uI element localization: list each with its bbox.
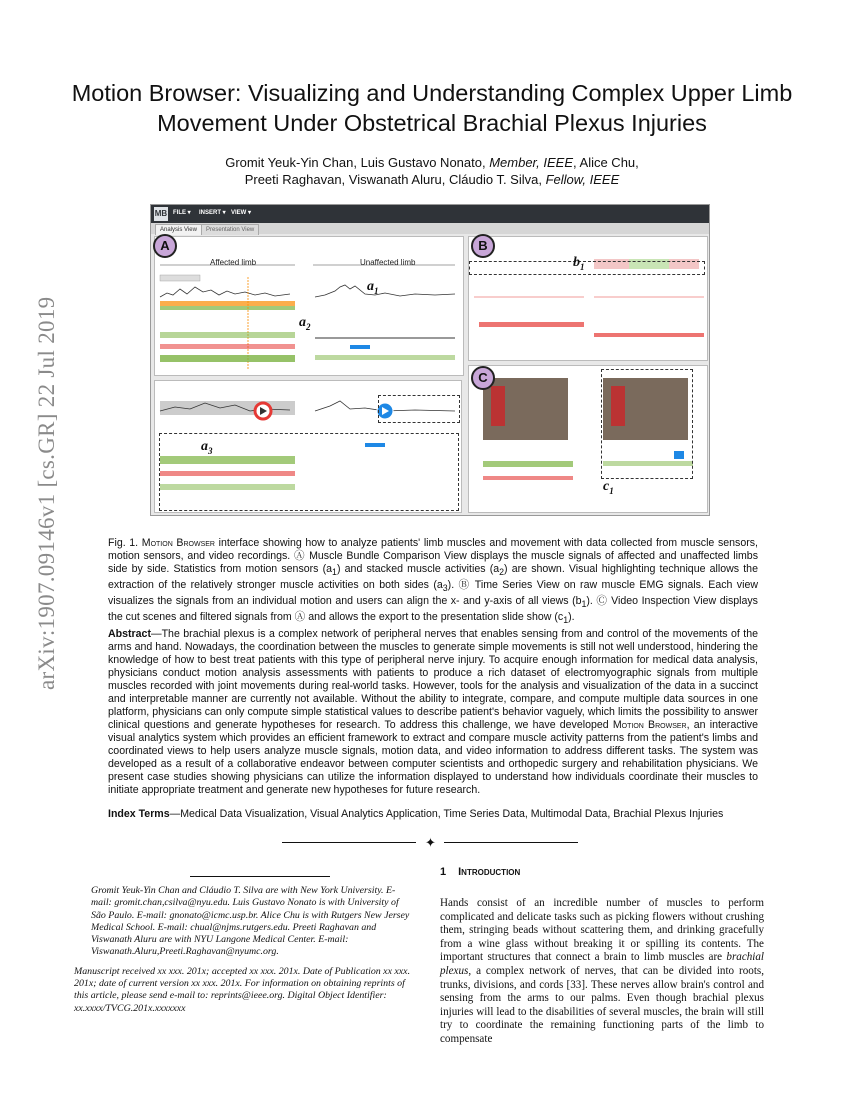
- figure-caption: [108, 537, 758, 627]
- menu-insert[interactable]: INSERT ▾: [199, 210, 226, 216]
- highlight-box-c1: [601, 369, 693, 479]
- abstract-text-1: —The brachial plexus is a complex network of peripheral nerves that enables sensing from and control of the movements of the arms and hand. Nowadays, the coordination between the muscles to generate simple movements is still not well understood, hindering the knowledge of how to best treat patients with this type of peripheral nerve injury. To acquire enough information for medical data analysis, physicians conduct motion analysis assessments with patients to produce a rich dataset of electromyographic signals from multiple muscles recorded with joint movements during real-world tasks. However, tools for the analysis and visualization of the data in a succinct and interpretable manner are currently not available. Without the ability to integrate, compare, and compute multiple data sources in one platform, physicians can only compute simple statistical values to describe patient's behavior vaguely, which limits the possibility to answer clinical questions and generate hypotheses for research. To address this challenge, we have developed: [108, 628, 758, 731]
- caption-lead: Fig. 1.: [108, 537, 142, 549]
- divider-ornament: ✦: [425, 835, 436, 850]
- caption-text-6: ).: [568, 611, 575, 624]
- abstract: [108, 628, 758, 797]
- intro-text-1: Hands consist of an incredible number of muscles to perform complicated and delicate tasks such as picking flowers without crushing them, stringing beads without scattering them, and drinking gracefully from a wine glass without breaking it or spilling its contents. The important structures that connect a brain to limb muscles are: [440, 897, 764, 964]
- arxiv-stamp: [14, 296, 59, 690]
- panel-b-signals: [469, 237, 707, 360]
- annotation-a1-sub: 1: [374, 285, 379, 296]
- caption-sub-4: 1: [581, 599, 587, 610]
- figure-1-screenshot: [150, 204, 710, 516]
- section-heading: [440, 866, 520, 878]
- annotation-a2: [299, 315, 311, 332]
- divider-right: [444, 842, 578, 843]
- badge-b: B: [471, 234, 495, 258]
- index-terms-label: Index Terms: [108, 808, 170, 820]
- tab-presentation-view[interactable]: Presentation View: [201, 224, 259, 235]
- author-role-1: Member, IEEE: [489, 155, 574, 170]
- footnote-manuscript: Manuscript received xx xxx. 201x; accepted xx xxx. 201x. Date of Publication xx xxx. 201x; date of current version xx xxx. 201x. For information on obtaining reprints of this article, please send e-mail to: reprints@ieee.org. Digital Object Identifier: xx.xxxx/TVCG.201x.xxxxxxx: [74, 965, 411, 1014]
- arxiv-stamp-text: arXiv:1907.09146v1 [cs.GR] 22 Jul 2019: [34, 296, 59, 690]
- highlight-box-a-zoom: [378, 395, 460, 423]
- author-role-2: Fellow, IEEE: [545, 172, 620, 187]
- annotation-a2-sub: 2: [306, 321, 311, 332]
- highlight-box-b1: [469, 261, 705, 275]
- annotation-c1: [603, 479, 614, 496]
- badge-a: A: [153, 234, 177, 258]
- affected-limb-label: Affected limb: [210, 258, 257, 267]
- author-line-2: [60, 171, 804, 188]
- annotation-a3: [201, 439, 213, 456]
- caption-text-2: ) and stacked muscle activities (a: [336, 563, 500, 575]
- intro-text-2: , a complex network of nerves, that can be divided into roots, trunks, divisions, and cords [33]. These nerves allow brain's control and sensing from the arms to our palms. Even though brachial plexus injuries will lead to the disabilities of several muscles, the brain will still try to coordinate the remaining functioning parts of the limb to compensate: [440, 964, 764, 1045]
- author-list: [60, 154, 804, 188]
- app-menubar: [151, 205, 709, 223]
- annotation-a1-letter: a: [367, 279, 374, 294]
- caption-text-3: ) are shown. Visual highlighting technique allows the extraction of the relatively stronger muscle activities on both sides (a: [108, 563, 758, 592]
- caption-sub-2: 2: [499, 567, 505, 578]
- annotation-a1: [367, 279, 379, 296]
- index-terms-text: —Medical Data Visualization, Visual Analytics Application, Time Series Data, Multimodal Data, Brachial Plexus Injuries: [169, 808, 724, 820]
- app-logo: MB: [154, 207, 168, 221]
- caption-text-4: ). Ⓑ Time Series View on raw muscle EMG signals. Each view visualizes the signals from an individual motion and users can align the x- and y-axis of all views (b: [108, 579, 758, 608]
- badge-c: C: [471, 366, 495, 390]
- author-names-1: Gromit Yeuk-Yin Chan, Luis Gustavo Nonato,: [225, 155, 490, 170]
- annotation-a2-letter: a: [299, 315, 306, 330]
- caption-text-1: interface showing how to analyze patients' limb muscles and movement with data collected from muscle sensors, motion sensors, and video recordings. Ⓐ Muscle Bundle Comparison View displays the muscle signals of affected and unaffected limbs side by side. Statistics from motion sensors (a: [108, 537, 758, 575]
- section-title: Introduction: [458, 866, 521, 878]
- caption-sub-5: 1: [563, 615, 569, 626]
- divider-left: [282, 842, 416, 843]
- introduction-text: [440, 897, 764, 1047]
- annotation-b1-letter: b: [573, 255, 580, 270]
- annotation-b1: [573, 255, 585, 272]
- abstract-system-name: Motion Browser: [612, 719, 687, 731]
- caption-system-name: Motion Browser: [141, 537, 215, 549]
- intro-emphasis: brachial plexus: [440, 951, 764, 977]
- menu-view[interactable]: VIEW ▾: [231, 210, 252, 216]
- author-names-1-end: , Alice Chu,: [573, 155, 639, 170]
- caption-sub-3: 3: [442, 583, 448, 594]
- section-number: 1: [440, 866, 447, 878]
- abstract-text-2: , an interactive visual analytics system which provides an efficient framework to extract and compare muscle activity patterns from the patient's limbs and coordinated views to help users analyze muscle signals, motion data, and video information to address different tasks. The system was developed as a result of a collaborative endeavor between computer scientists and orthopedic surgery and rehabilitation physicians. We present case studies showing physicians can utilize the information displayed to understand how individuals coordinate their muscles to initiate appropriate treatment and generate new hypotheses for future research.: [108, 719, 758, 796]
- footnote-rule: [190, 876, 330, 877]
- footnote-affiliations: Gromit Yeuk-Yin Chan and Cláudio T. Silva are with New York University. E-mail: gromit.chan,csilva@nyu.edu. Luis Gustavo Nonato is with University of São Paulo. E-mail: gnonato@icmc.usp.br. Alice Chu is with Rutgers New Jersey Medical School. E-mail: chual@njms.rutgers.edu. Preeti Raghavan and Viswanath Aluru are with NYU Langone Medical Center. E-mail: Viswanath.Aluru,Preeti.Raghavan@nyumc.org.: [91, 885, 410, 958]
- caption-text-5: ). Ⓒ Video Inspection View displays the cut scenes and filtered signals from Ⓐ and allows the export to the presentation slide show (c: [108, 595, 758, 624]
- panel-b-time-series-view: [468, 236, 708, 361]
- author-names-2: Preeti Raghavan, Viswanath Aluru, Cláudio T. Silva,: [244, 172, 546, 187]
- annotation-c1-sub: 1: [609, 485, 614, 496]
- footnotes: [74, 885, 412, 1015]
- unaffected-limb-label: Unaffected limb: [360, 258, 416, 267]
- panel-a-muscle-bundle-view: [154, 236, 464, 376]
- index-terms: [108, 808, 758, 821]
- app-tabs: [151, 223, 709, 234]
- caption-sub-1: 1: [332, 567, 337, 578]
- abstract-label: Abstract: [108, 628, 151, 640]
- annotation-c1-letter: c: [603, 479, 610, 494]
- tab-analysis-view[interactable]: Analysis View: [155, 224, 202, 235]
- annotation-b1-sub: 1: [580, 261, 585, 272]
- annotation-a3-letter: a: [201, 439, 208, 454]
- annotation-a3-sub: 3: [208, 445, 213, 456]
- panel-a-signals: [155, 237, 463, 375]
- author-line-1: [60, 154, 804, 171]
- paper-title: Motion Browser: Visualizing and Understanding Complex Upper Limb Movement Under Obstetrical Brachial Plexus Injuries: [71, 80, 793, 136]
- menu-file[interactable]: FILE ▾: [173, 210, 191, 216]
